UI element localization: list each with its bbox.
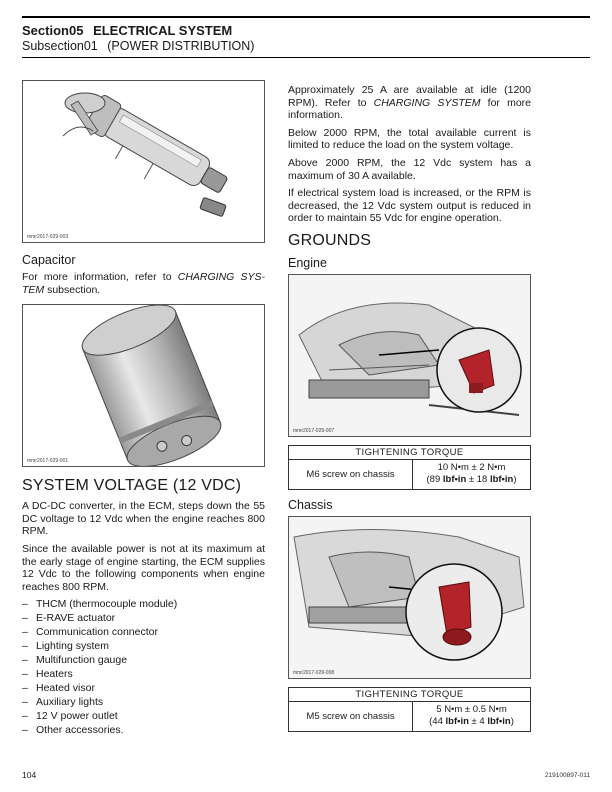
intro-para1 [288,84,531,122]
list-item: – Heated visor [22,682,265,696]
intro-para1-pre: Approximately 25 A are available at idle (1200 RPM). Refer to [288,84,531,109]
table-header: TIGHTENING TORQUE [289,445,531,459]
torque-imperial-close: ) [513,474,517,486]
subsection-label: Subsection [22,39,84,53]
system-voltage-heading: SYSTEM VOLTAGE (12 VDC) [22,477,242,495]
torque-imperial-unit: lbf•in [442,474,467,486]
torque-imperial-unit: lbf•in [489,474,514,486]
grounds-heading: GROUNDS [288,231,372,249]
torque-value [413,701,531,731]
system-voltage-para1: A DC-DC converter, in the ECM, steps down the 55 DC voltage to 12 Vdc when the engine reaches 800 RPM. [22,500,265,538]
torque-metric: 10 N•m ± 2 N•m [437,462,506,474]
figure-id: mmr2017-029-008 [293,669,335,676]
torque-imperial-unit: lbf•in [487,716,511,728]
header-bottom-rule [22,57,590,58]
torque-metric: 5 N•m ± 0.5 N•m [436,704,507,716]
section-name: ELECTRICAL SYSTEM [93,23,233,38]
list-item: – Multifunction gauge [22,654,265,668]
system-voltage-para2: Since the available power is not at its maximum at the early stage of engine starting, the ECM supplies 12 Vdc to the following components when engine reaches 800 RPM. [22,542,265,593]
page-number: 104 [22,770,37,780]
chassis-heading: Chassis [288,497,333,512]
header-top-rule [22,16,590,18]
capacitor-figure [22,304,265,467]
table-header: TIGHTENING TORQUE [289,687,531,701]
capacitor-text-post: subsection. [44,283,101,296]
screw-spec: M6 screw on chassis [289,459,413,489]
list-item: – 12 V power outlet [22,710,265,724]
charging-system-link[interactable]: CHARGING SYSTEM [373,96,481,109]
list-item: – E-RAVE actuator [22,612,265,626]
right-column [288,84,531,732]
capacitor-illustration [23,305,264,466]
figure-id: mmr2017-029-001 [27,458,69,465]
chassis-ground-illustration [289,517,530,678]
intro-para1-post: for more information. [288,96,531,122]
fuel-pump-figure [22,80,265,243]
left-column [22,80,265,737]
list-item: – Auxiliary lights [22,696,265,710]
torque-value [413,459,531,489]
capacitor-text [22,271,265,296]
engine-torque-table [288,445,531,490]
torque-imperial-close: ) [510,716,514,728]
chassis-ground-figure [288,516,531,679]
list-item: – Communication connector [22,626,265,640]
torque-imperial-tolerance: ± 18 [468,474,488,486]
list-item: – Lighting system [22,640,265,654]
list-item: – THCM (thermocouple module) [22,598,265,612]
fuel-pump-illustration [23,81,264,242]
section-title [22,23,232,38]
capacitor-heading: Capacitor [22,253,76,267]
chassis-torque-table [288,687,531,732]
intro-para4: If electrical system load is increased, or the RPM is decreased, the 12 Vdc system output is reduced in order to maintain 55 Vdc for engine operation. [288,187,531,225]
capacitor-text-pre: For more information, refer to [22,271,178,283]
engine-heading: Engine [288,255,327,270]
component-list [22,598,265,737]
section-label: Section [22,23,69,38]
intro-para2: Below 2000 RPM, the total available current is limited to reduce the load on the system voltage. [288,126,531,152]
list-item: – Other accessories. [22,724,265,738]
subsection-title [22,39,254,53]
list-item: – Heaters [22,668,265,682]
figure-id: mmr2017-029-007 [293,427,335,434]
torque-imperial-tolerance: ± 4 [471,716,485,728]
torque-imperial-value: (44 [429,716,443,728]
torque-imperial-unit: lbf•in [445,716,469,728]
figure-id: mmr2017-029-003 [27,234,69,240]
subsection-name: (POWER DISTRIBUTION) [107,39,255,53]
engine-ground-figure [288,274,531,437]
intro-para3: Above 2000 RPM, the 12 Vdc system has a maximum of 30 A available. [288,156,531,182]
charging-system-link[interactable]: CHARGING SYS-TEM [22,271,265,296]
engine-ground-illustration [289,275,530,436]
document-id: 219100897-011 [544,772,590,779]
subsection-number: 01 [83,39,98,53]
section-number: 05 [68,23,84,38]
torque-imperial-value: (89 [426,474,441,486]
screw-spec: M5 screw on chassis [289,701,413,731]
